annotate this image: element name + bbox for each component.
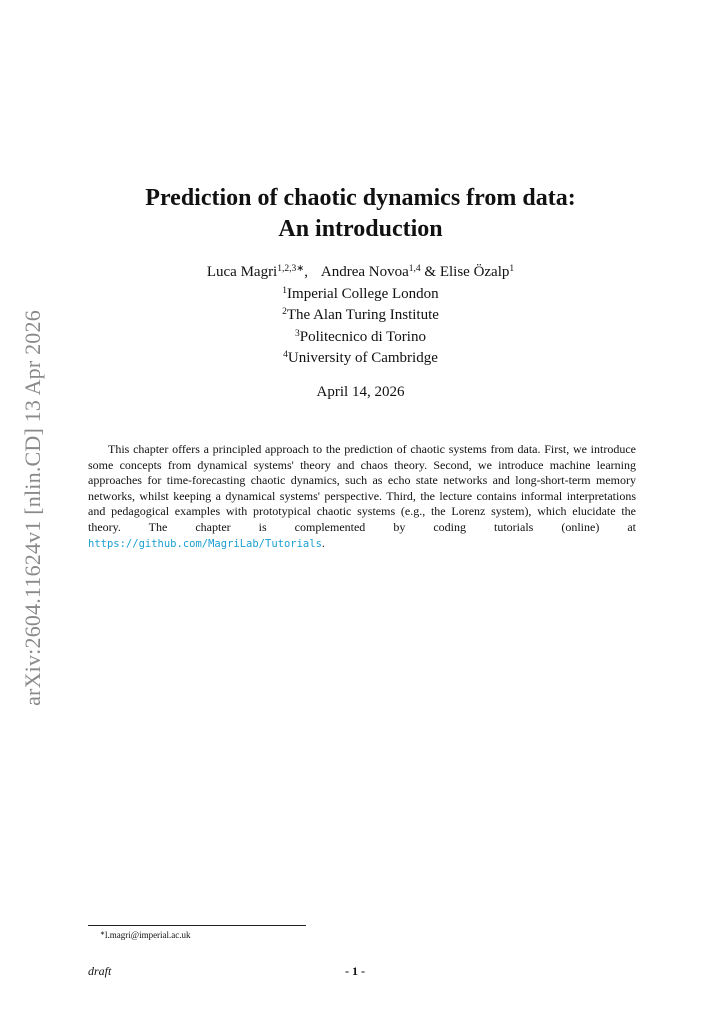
- footnote: [100, 930, 191, 940]
- tutorials-link[interactable]: https://github.com/MagriLab/Tutorials: [88, 537, 322, 550]
- affiliation-4: $^4$University of Cambridge: [283, 350, 438, 366]
- affiliation-1: $^1$Imperial College London: [282, 285, 439, 302]
- footnote-mark: ∗: [100, 931, 106, 937]
- title-line-2: An introduction: [278, 216, 443, 242]
- publication-date: April 14, 2026: [316, 384, 405, 400]
- affiliation-2: $^2$The Alan Turing Institute: [282, 307, 439, 323]
- corresponding-mark: ∗: [296, 264, 305, 274]
- author-block: [0, 262, 721, 370]
- author-ampersand: &: [420, 264, 440, 280]
- abstract-text: This chapter offers a principled approach to the prediction of chaotic systems from data. First, we introduce some concepts from dynamical systems' theory and chaos theory. Second, we introduce machine learning approaches for time-forecasting chaotic dynamics, such as echo state networks and long-short-term memory networks, whilst keeping a dynamical systems' perspective. Third, the lecture contains informal interpretations and pedagogical examples with prototypical chaotic systems (e.g., the Lorenz system), which elucidate the theory. The chapter is complemented by coding tutorials (online) at: [88, 442, 636, 534]
- arxiv-identifier: arXiv:2604.11624v1 [nlin.CD] 13 Apr 2026: [20, 310, 45, 706]
- abstract: [88, 442, 636, 552]
- footnote-email: l.magri@imperial.ac.uk: [105, 930, 191, 940]
- footnote-rule: [88, 925, 306, 926]
- author-magri-affil: 1,2,3: [277, 264, 297, 274]
- author-ozalp-affil: 1: [509, 264, 515, 274]
- author-magri: Luca Magri: [206, 264, 278, 280]
- title-line-1: Prediction of chaotic dynamics from data:: [145, 185, 576, 211]
- author-line: [0, 262, 721, 284]
- affiliation-3: $^3$Politecnico di Torino: [295, 328, 426, 345]
- author-separator: ,: [304, 264, 308, 280]
- abstract-end: .: [321, 535, 325, 550]
- page-number: - 1 -: [345, 964, 365, 978]
- paper-title: [0, 183, 721, 245]
- draft-label: draft: [88, 964, 112, 978]
- author-novoa: Andrea Novoa: [320, 264, 409, 280]
- author-ozalp: Elise Özalp: [439, 264, 510, 280]
- author-novoa-affil: 1,4: [408, 264, 421, 274]
